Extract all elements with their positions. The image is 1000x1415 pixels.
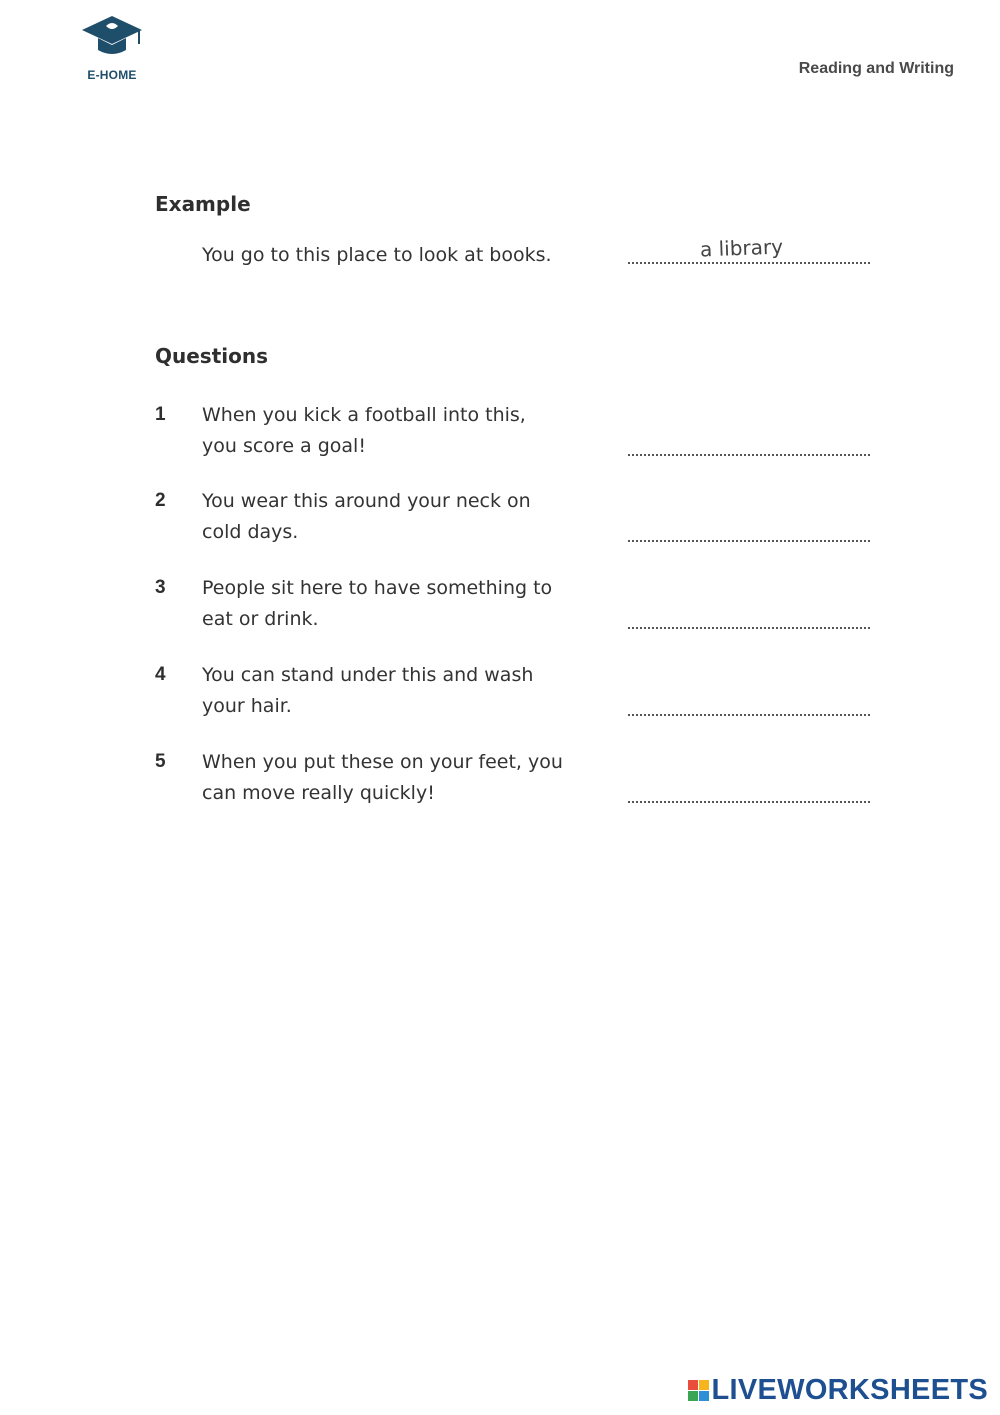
liveworksheets-brand: [688, 1374, 989, 1407]
question-number-5: 5: [155, 751, 166, 772]
questions-heading: Questions: [155, 344, 269, 368]
question-2-line-2: cold days.: [202, 521, 299, 543]
question-3-line-1: People sit here to have something to: [202, 577, 553, 599]
answer-input-1[interactable]: [628, 454, 870, 456]
question-number-2: 2: [155, 490, 166, 511]
logo-text: E-HOME: [87, 68, 137, 82]
example-answer: a library: [699, 234, 784, 262]
question-number-4: 4: [155, 664, 166, 685]
question-4-line-1: You can stand under this and wash: [202, 664, 534, 686]
liveworksheets-text: LIVEWORKSHEETS: [711, 1374, 988, 1406]
question-2-line-1: You wear this around your neck on: [202, 490, 531, 512]
e-home-logo: [72, 12, 152, 92]
question-2-text: [202, 486, 582, 548]
example-question: You go to this place to look at books.: [202, 244, 552, 266]
question-4-text: [202, 660, 582, 722]
question-1-line-1: When you kick a football into this,: [202, 404, 526, 426]
liveworksheets-logo-icon: [688, 1380, 709, 1401]
question-3-line-2: eat or drink.: [202, 608, 319, 630]
answer-input-4[interactable]: [628, 714, 870, 716]
question-number-1: 1: [155, 404, 166, 425]
section-title: Reading and Writing: [798, 60, 954, 77]
question-5-line-1: When you put these on your feet, you: [202, 751, 563, 773]
example-heading: Example: [155, 192, 251, 216]
question-3-text: [202, 573, 582, 635]
example-answer-line: [628, 262, 870, 264]
answer-input-3[interactable]: [628, 627, 870, 629]
question-1-text: [202, 400, 582, 462]
question-4-line-2: your hair.: [202, 695, 292, 717]
question-number-3: 3: [155, 577, 166, 598]
answer-input-5[interactable]: [628, 801, 870, 803]
question-5-text: [202, 747, 582, 809]
question-1-line-2: you score a goal!: [202, 435, 366, 457]
graduation-cap-icon: [72, 12, 152, 68]
answer-input-2[interactable]: [628, 540, 870, 542]
question-5-line-2: can move really quickly!: [202, 782, 435, 804]
